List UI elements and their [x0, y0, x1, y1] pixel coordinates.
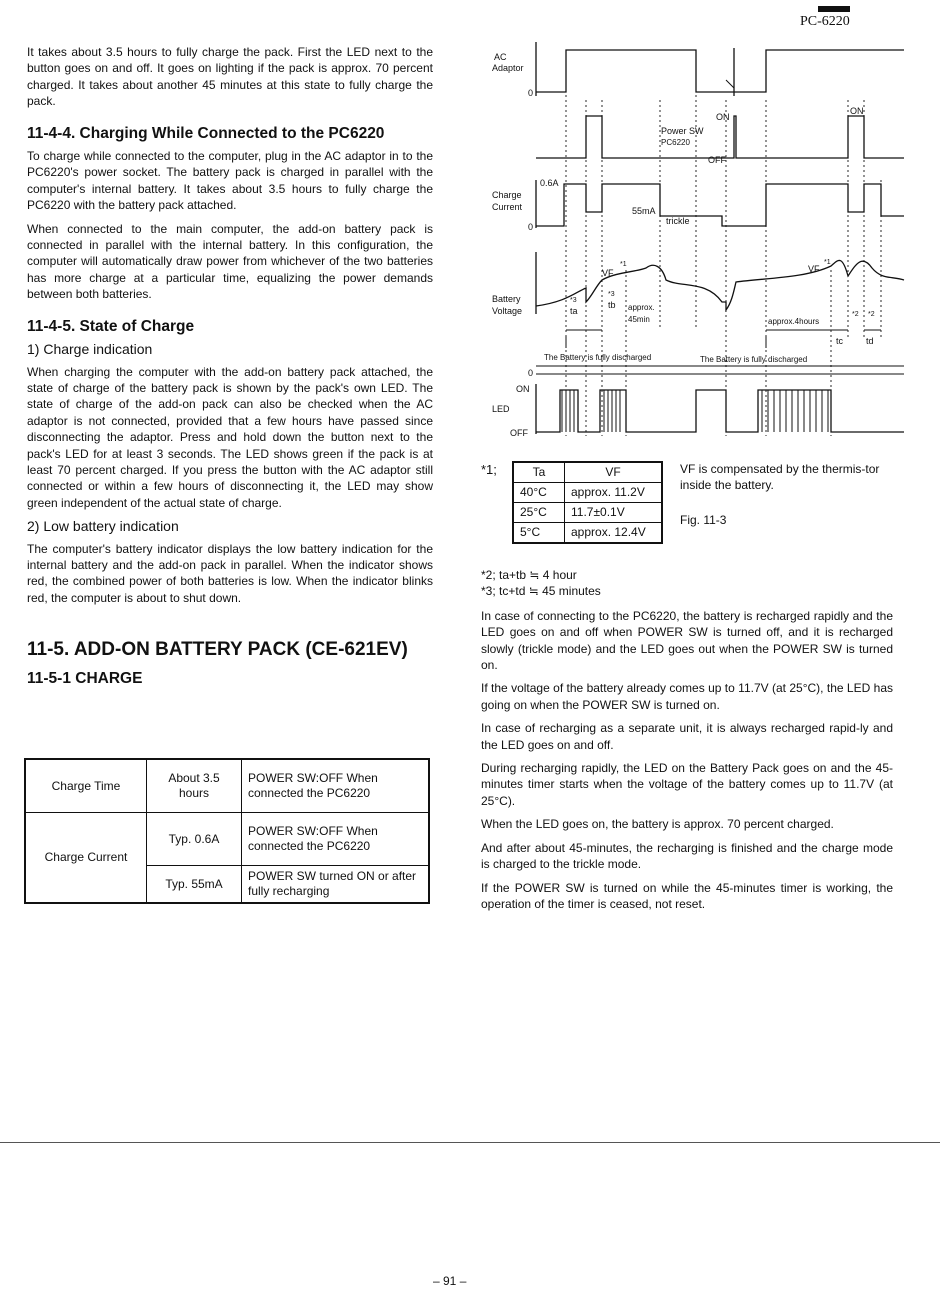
charge-time-value: About 3.5 hours	[147, 759, 242, 813]
approx-label: approx.	[628, 303, 655, 312]
table-row	[513, 503, 662, 523]
table-row	[25, 813, 429, 866]
star3-tb-label: *3	[608, 291, 615, 298]
table-row	[513, 483, 662, 503]
power-sw-off-label: OFF	[708, 155, 726, 165]
min45-label: 45min	[628, 315, 650, 324]
current-label: Current	[492, 202, 523, 212]
power-sw-on-label-2: ON	[850, 106, 864, 116]
star1-label: *1	[620, 261, 627, 268]
section-11-4-4-p1: To charge while connected to the computer, plug in the AC adaptor in to the PC6220's power socket. The battery pack is charged in parallel with the computer's internal battery. It takes about 3.5 hours to fully charge the PC6220 with the battery pack attached.	[27, 149, 433, 213]
charge-spec-table	[24, 758, 430, 904]
vf-cell: approx. 12.4V	[565, 523, 663, 544]
star1-label-2: *1	[824, 259, 831, 266]
footnote-1-mark: *1;	[481, 462, 497, 477]
header-bar	[818, 6, 850, 12]
star3-ta-label: *3	[570, 297, 577, 304]
charge-current-fast-value: Typ. 0.6A	[147, 813, 242, 866]
battery-voltage-waveform	[536, 260, 904, 310]
charge-current-trickle-value: Typ. 55mA	[147, 866, 242, 904]
charge-current-waveform	[536, 184, 904, 226]
charge-label: Charge	[492, 190, 522, 200]
power-sw-waveform	[536, 116, 904, 158]
ta-cell: 5°C	[513, 523, 565, 544]
charge-indication-paragraph: When charging the computer with the add-on battery pack attached, the state of charge of the battery pack is shown by the pack's own LED. The state of charge of the add-on pack can also be checked when the AC adaptor is not connected, provided that a few hours have passed since disconnecting the adaptor. Press and hold down the button next to the pack's LED for at least 3 seconds. The LED shows green if the pack is at least 70 percent charged. If you press the button with the AC adaptor still connected or within a few hours of disconnecting it, the LED may show green independent of the actual state of charge.	[27, 364, 433, 510]
charge-indication-title: 1) Charge indication	[27, 341, 153, 358]
vf-label: VF	[602, 268, 614, 278]
model-number: PC-6220	[800, 14, 850, 29]
vf-compensation-note: VF is compensated by the thermis-tor inside the battery.	[680, 462, 880, 492]
notes-paragraph: In case of recharging as a separate unit, it is always recharged rapid-ly and the LED goes on and off.	[481, 721, 893, 752]
low-battery-paragraph: The computer's battery indicator displays the low battery indication for the internal battery and the add-on pack in parallel. When the indicator shows red, the combined power of both batteries is low. When the indicator blinks red, the computer is about to shut down.	[27, 541, 433, 605]
battery-label: Battery	[492, 294, 521, 304]
star2-label: *2	[852, 311, 859, 318]
trickle-label: trickle	[666, 216, 690, 226]
charge-current-trickle-condition: POWER SW turned ON or after fully recharging	[242, 866, 430, 904]
footnote-2: *2; ta+tb ≒ 4 hour	[481, 568, 577, 582]
vf-temperature-table	[512, 461, 663, 544]
section-11-4-4-title: 11-4-4. Charging While Connected to the PC6220	[27, 124, 385, 142]
page-divider	[0, 1142, 940, 1143]
table-row	[25, 759, 429, 813]
tb-label: tb	[608, 300, 616, 310]
footnote-3: *3; tc+td ≒ 45 minutes	[481, 584, 601, 599]
discharged-label-2: The Battery is fully discharged	[700, 355, 808, 364]
notes-paragraph: And after about 45-minutes, the recharging is finished and the charge mode is charged to the trickle mode.	[481, 840, 893, 872]
vf-header: VF	[565, 462, 663, 483]
discharged-label: The Battery is fully discharged	[544, 353, 652, 362]
table-row	[513, 523, 662, 544]
led-on-label: ON	[516, 384, 530, 394]
current-06a-label: 0.6A	[540, 178, 559, 188]
ta-cell: 40°C	[513, 483, 565, 503]
charge-zero-label: 0	[528, 222, 534, 232]
intro-paragraph: It takes about 3.5 hours to fully charge the pack. First the LED next to the button goes on and off. It goes on lighting if the pack is approx. 70 percent charged. It takes about another 45 minutes at this state to fully charge the pack.	[27, 45, 433, 109]
ac-adaptor-label: AC	[494, 52, 507, 62]
star2-label-2: *2	[868, 311, 875, 318]
ta-cell: 25°C	[513, 503, 565, 523]
notes-paragraph: When the LED goes on, the battery is approx. 70 percent charged.	[481, 817, 834, 832]
page-number: – 91 –	[433, 1274, 467, 1288]
notes-paragraph: If the voltage of the battery already comes up to 11.7V (at 25°C), the LED has going on when the POWER SW is turned on.	[481, 681, 893, 712]
low-battery-title: 2) Low battery indication	[27, 518, 179, 535]
left-column	[27, 44, 433, 693]
led-zero-label: 0	[528, 368, 534, 378]
vf-label-2: VF	[808, 264, 820, 274]
notes-paragraph: During recharging rapidly, the LED on the Battery Pack goes on and the 45-minutes timer starts when the voltage of the battery comes up to 11.7V (at 25°C).	[481, 761, 893, 808]
section-11-5-title: 11-5. ADD-ON BATTERY PACK (CE-621EV)	[27, 639, 408, 661]
section-11-4-4-p2: When connected to the main computer, the add-on battery pack is connected in parallel with the internal battery. In this configuration, the computer will automatically draw power from whichever of the two batteries has more charge at a particular time, equalizing the power demands between both batteries.	[27, 221, 433, 302]
notes-paragraph: In case of connecting to the PC6220, the battery is recharged rapidly and the LED goes on and off when POWER SW is turned off, and it is recharged slowly (trickle mode) and the LED goes out when the POWER SW is turned on.	[481, 608, 893, 673]
ta-header: Ta	[513, 462, 565, 483]
charge-timing-diagram	[486, 40, 906, 440]
led-waveform	[536, 390, 904, 432]
section-11-4-5-title: 11-4-5. State of Charge	[27, 317, 195, 335]
power-sw-label: Power SW	[661, 126, 704, 136]
ta-label: ta	[570, 306, 578, 316]
charge-current-fast-condition: POWER SW:OFF When connected the PC6220	[242, 813, 430, 866]
vf-cell: approx. 11.2V	[565, 483, 663, 503]
tc-label: tc	[836, 336, 844, 346]
power-sw-on-label: ON	[716, 112, 730, 122]
current-55ma-label: 55mA	[632, 206, 656, 216]
led-label: LED	[492, 404, 510, 414]
approx4h-label: approx.4hours	[768, 317, 820, 326]
charge-current-label: Charge Current	[25, 813, 147, 904]
led-off-label: OFF	[510, 428, 528, 438]
td-label: td	[866, 336, 874, 346]
charge-time-condition: POWER SW:OFF When connected the PC6220	[242, 759, 430, 813]
notes-paragraph: If the POWER SW is turned on while the 45-minutes timer is working, the operation of the timer is ceased, not reset.	[481, 880, 893, 911]
ac-adaptor-waveform	[536, 50, 904, 92]
ac-zero-label: 0	[528, 88, 534, 98]
table-row	[513, 462, 662, 483]
ac-adaptor-label-2: Adaptor	[492, 63, 524, 73]
right-notes	[481, 567, 893, 919]
charge-time-label: Charge Time	[25, 759, 147, 813]
vf-cell: 11.7±0.1V	[565, 503, 663, 523]
section-11-5-1-title: 11-5-1 CHARGE	[27, 669, 143, 687]
figure-label: Fig. 11-3	[680, 513, 727, 527]
voltage-label: Voltage	[492, 306, 523, 316]
power-sw-pc6220-label: PC6220	[661, 138, 690, 147]
